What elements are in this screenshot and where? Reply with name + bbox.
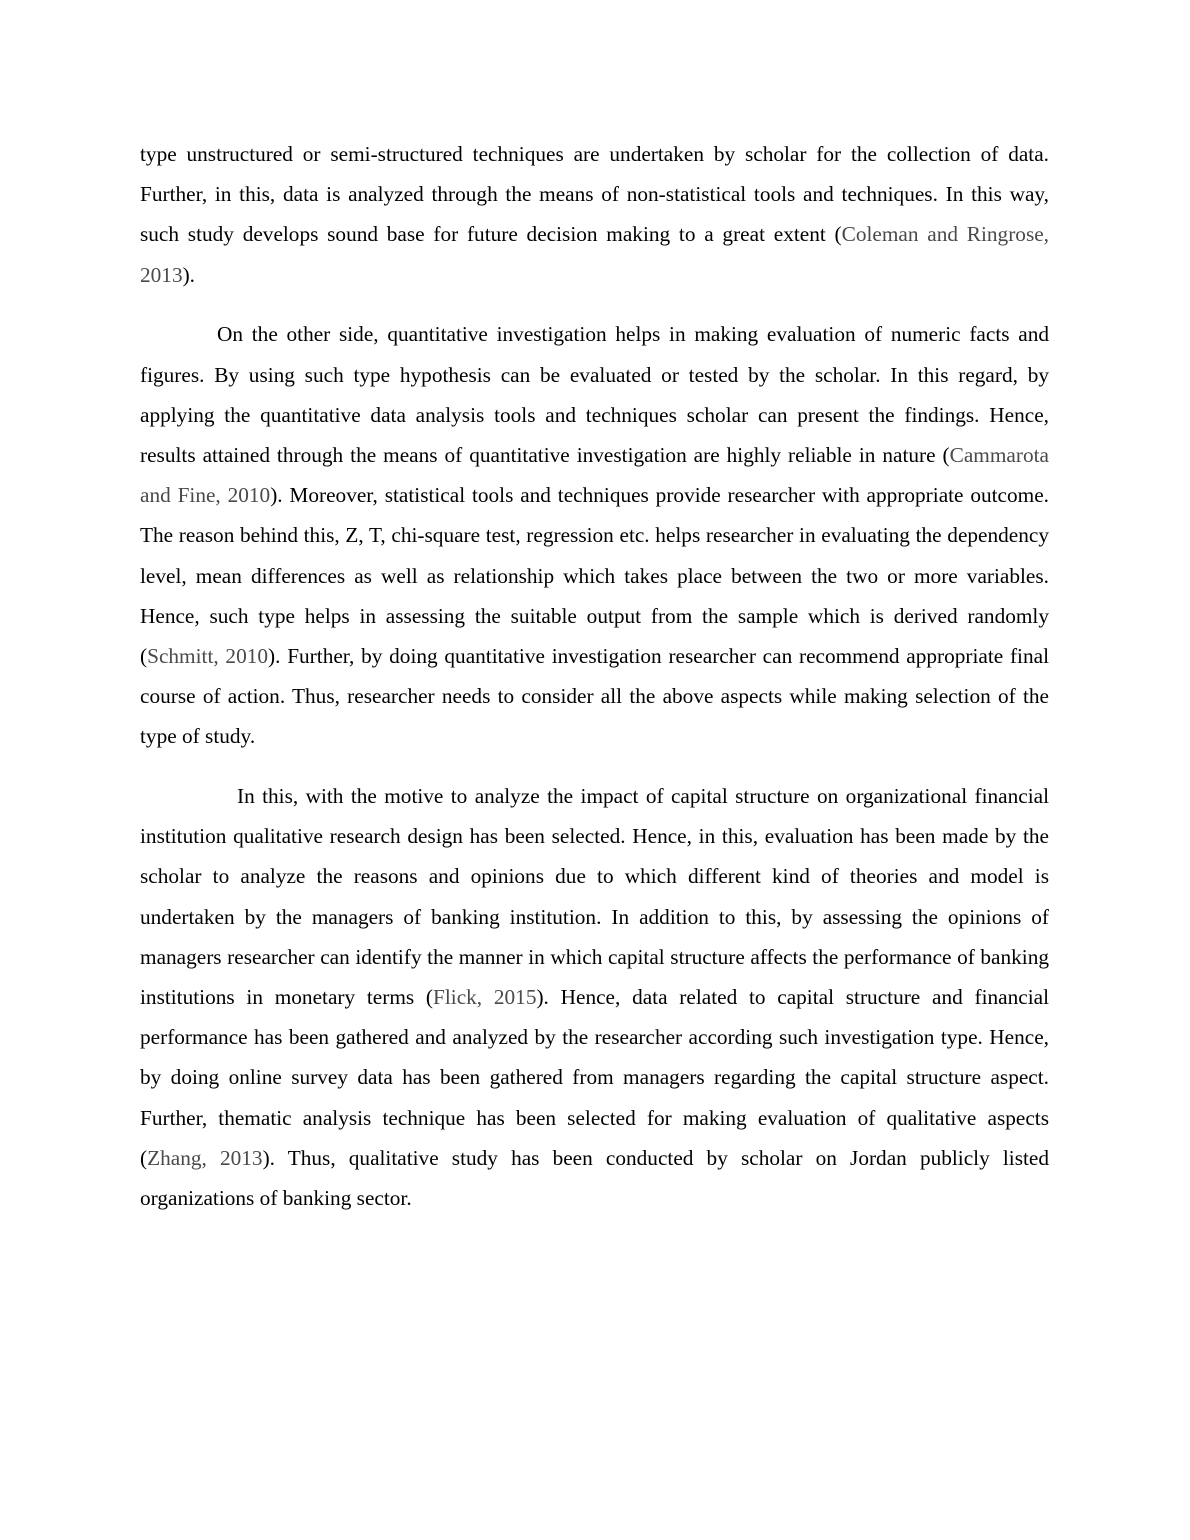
document-body [140, 134, 1049, 1238]
citation-cammarota-fine: Cammarota and Fine, 2010 [140, 442, 1049, 508]
paragraph-text: ). Hence, data related to capital structure and financial performance has been gathered and analyzed by the researcher according such investigation type. Hence, by doing online survey data has been gathered from managers regarding the capital structure aspect. Further, thematic analysis technique has been selected for making evaluation of qualitative aspects ( [140, 985, 1049, 1170]
paragraph-text: ). Thus, qualitative study has been conducted by scholar on Jordan publicly listed organizations of banking sector. [140, 1145, 1050, 1211]
paragraph-research-methods-intro [140, 134, 1049, 295]
paragraph-qualitative-design [140, 776, 1049, 1218]
paragraph-text: ). Moreover, statistical tools and techniques provide researcher with appropriate outcome. The reason behind this, Z, T, chi-square test, regression etc. helps researcher in evaluating the dependency level, mean differences as well as relationship which takes place between the two or more variables. Hence, such type helps in assessing the suitable output from the sample which is derived randomly ( [140, 483, 1049, 668]
paragraph-text: In this, with the motive to analyze the impact of capital structure on organizational financial institution qualitative research design has been selected. Hence, in this, evaluation has been made by the scholar to analyze the reasons and opinions due to which different kind of theories and model is undertaken by the managers of banking institution. In addition to this, by assessing the opinions of managers researcher can identify the manner in which capital structure affects the performance of banking institutions in monetary terms ( [140, 784, 1049, 1010]
citation-flick: Flick, 2015 [433, 985, 537, 1010]
paragraph-quantitative-investigation [140, 314, 1049, 756]
citation-coleman-ringrose: Coleman and Ringrose, 2013 [140, 222, 1050, 287]
citation-schmitt: Schmitt, 2010 [147, 643, 269, 668]
paragraph-text: On the other side, quantitative investigation helps in making evaluation of numeric facts and figures. By using such type hypothesis can be evaluated or tested by the scholar. In this regard, by applying the quantitative data analysis tools and techniques scholar can present the findings. Hence, results attained through the means of quantitative investigation are highly reliable in nature ( [140, 322, 1049, 467]
paragraph-text: ). [182, 262, 196, 287]
citation-zhang: Zhang, 2013 [147, 1145, 263, 1170]
paragraph-text: ). Further, by doing quantitative investigation researcher can recommend appropriate final course of action. Thus, researcher needs to consider all the above aspects while making selection of the type of study. [140, 643, 1049, 749]
paragraph-text: type unstructured or semi-structured techniques are undertaken by scholar for the collection of data. Further, in this, data is analyzed through the means of non-statistical tools and techniques. In this way, such study develops sound base for future decision making to a great extent ( [140, 142, 1049, 247]
